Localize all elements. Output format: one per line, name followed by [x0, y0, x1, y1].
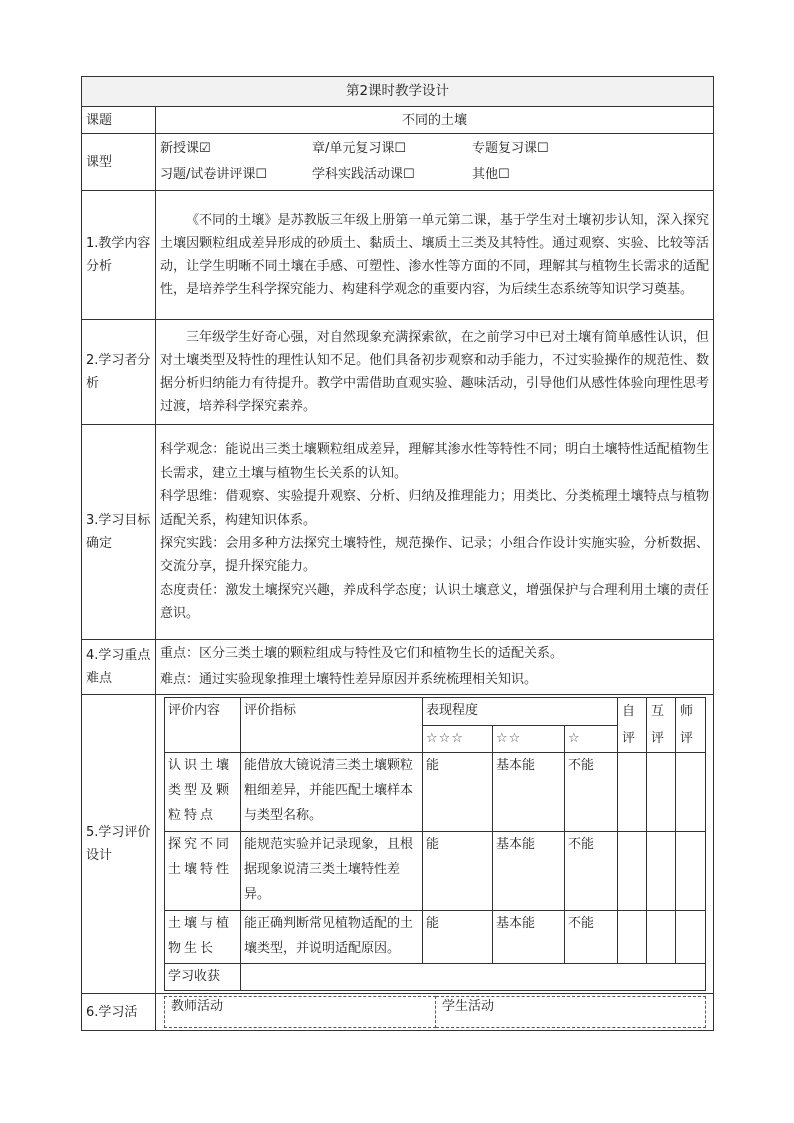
stars-three: ☆☆☆	[423, 725, 493, 753]
evaluation-header-row	[165, 698, 706, 726]
evaluation-label: 5.学习评价设计	[82, 695, 156, 994]
option-other[interactable]: 其他☐	[472, 167, 510, 182]
objectives-row	[82, 425, 714, 640]
eval-level-3: 能	[423, 832, 493, 911]
option-unit-review[interactable]: 章/单元复习课☐	[312, 141, 407, 156]
header-teacher: 师评	[676, 698, 706, 753]
activity-table	[164, 996, 706, 1028]
activity-content	[156, 994, 714, 1031]
title-row	[82, 77, 714, 107]
teacher-activity-header: 教师活动	[165, 997, 436, 1028]
activity-label: 6.学习活	[82, 994, 156, 1031]
evaluation-gain-row	[165, 964, 706, 991]
content-analysis-row	[82, 191, 714, 320]
key-point-text: 重点：区分三类土壤的颗粒组成与特性及它们和植物生长的适配关系。	[160, 646, 564, 661]
option-topic-review[interactable]: 专题复习课☐	[472, 141, 549, 156]
lesson-type-label: 课型	[82, 134, 156, 191]
eval-self-cell[interactable]	[618, 832, 647, 911]
page-title: 第2课时教学设计	[82, 77, 714, 107]
option-exercise-review[interactable]: 习题/试卷讲评课☐	[160, 167, 268, 182]
eval-level-2: 基本能	[493, 832, 565, 911]
activity-row	[82, 994, 714, 1031]
objectives-label: 3.学习目标确定	[82, 425, 156, 640]
evaluation-row-2	[165, 832, 706, 911]
eval-content: 探究不同土壤特性	[165, 832, 241, 911]
objective-practice: 探究实践：会用多种方法探究土壤特性，规范操作、记录；小组合作设计实施实验，分析数据、交流分享，提升探究能力。	[160, 536, 709, 575]
learner-analysis-text: 三年级学生好奇心强，对自然现象充满探索欲，在之前学习中已对土壤有简单感性认识，但对土壤类型及特性的理性认知不足。他们具备初步观察和动手能力，不过实验操作的规范性、数据分析归纳能力有待提升。教学中需借助直观实验、趣味活动，引导他们从感性体验向理性思考过渡，培养科学探究素养。	[156, 320, 714, 425]
evaluation-table	[164, 697, 706, 991]
eval-indicator: 能规范实验并记录现象，且根据现象说清三类土壤特性差异。	[241, 832, 423, 911]
evaluation-row	[82, 695, 714, 994]
objective-thinking: 科学思维：借观察、实验提升观察、分析、归纳及推理能力；用类比、分类梳理土壤特点与植物适配关系，构建知识体系。	[160, 489, 709, 528]
evaluation-content	[156, 695, 714, 994]
eval-level-1: 不能	[565, 753, 618, 832]
lesson-plan-table	[81, 76, 714, 1031]
eval-level-1: 不能	[565, 832, 618, 911]
gain-label: 学习收获	[165, 964, 241, 991]
key-points-content	[156, 640, 714, 695]
eval-peer-cell[interactable]	[647, 911, 676, 964]
learner-analysis-row	[82, 320, 714, 425]
content-analysis-label: 1.教学内容分析	[82, 191, 156, 320]
stars-two: ☆☆	[493, 725, 565, 753]
option-new-lesson[interactable]: 新授课☑	[160, 141, 211, 156]
eval-self-cell[interactable]	[618, 753, 647, 832]
eval-teacher-cell[interactable]	[676, 911, 706, 964]
eval-content: 认识土壤类型及颗粒特点	[165, 753, 241, 832]
header-peer: 互评	[647, 698, 676, 753]
difficult-point-text: 难点：通过实验现象推理土壤特性差异原因并系统梳理相关知识。	[160, 672, 538, 687]
header-content: 评价内容	[165, 698, 241, 753]
eval-level-2: 基本能	[493, 753, 565, 832]
evaluation-row-3	[165, 911, 706, 964]
eval-peer-cell[interactable]	[647, 832, 676, 911]
header-self: 自评	[618, 698, 647, 753]
objective-concept: 科学观念：能说出三类土壤颗粒组成差异，理解其渗水性等特性不同；明白土壤特性适配植物生长需求，建立土壤与植物生长关系的认知。	[160, 442, 709, 481]
header-indicator: 评价指标	[241, 698, 423, 753]
eval-self-cell[interactable]	[618, 911, 647, 964]
evaluation-row-1	[165, 753, 706, 832]
eval-level-3: 能	[423, 911, 493, 964]
objective-attitude: 态度责任：激发土壤探究兴趣，养成科学态度；认识土壤意义，增强保护与合理利用土壤的责任意识。	[160, 582, 709, 622]
header-performance: 表现程度	[423, 698, 618, 726]
key-points-label: 4.学习重点难点	[82, 640, 156, 695]
key-points-row	[82, 640, 714, 695]
eval-level-1: 不能	[565, 911, 618, 964]
learner-analysis-label: 2.学习者分析	[82, 320, 156, 425]
lesson-plan-page	[81, 76, 713, 1031]
content-analysis-text: 《不同的土壤》是苏教版三年级上册第一单元第二课，基于学生对土壤初步认知，深入探究土壤因颗粒组成差异形成的砂质土、黏质土、壤质土三类及其特性。通过观察、实验、比较等活动，让学生明晰不同土壤在手感、可塑性、渗水性等方面的不同，理解其与植物生长需求的适配性，是培养学生科学探究能力、构建科学观念的重要内容，为后续生态系统等知识学习奠基。	[156, 191, 714, 320]
gain-input-cell[interactable]	[241, 964, 706, 991]
eval-level-3: 能	[423, 753, 493, 832]
option-practice-activity[interactable]: 学科实践活动课☐	[312, 167, 415, 182]
eval-indicator: 能借放大镜说清三类土壤颗粒粗细差异，并能匹配土壤样本与类型名称。	[241, 753, 423, 832]
topic-label: 课题	[82, 107, 156, 134]
topic-value: 不同的土壤	[156, 107, 714, 134]
eval-level-2: 基本能	[493, 911, 565, 964]
student-activity-header: 学生活动	[436, 997, 706, 1028]
eval-content: 土壤与植物生长	[165, 911, 241, 964]
eval-teacher-cell[interactable]	[676, 753, 706, 832]
objectives-content	[156, 425, 714, 640]
stars-one: ☆	[565, 725, 618, 753]
eval-peer-cell[interactable]	[647, 753, 676, 832]
topic-row	[82, 107, 714, 134]
lesson-type-row	[82, 134, 714, 191]
lesson-type-options	[156, 134, 714, 191]
eval-teacher-cell[interactable]	[676, 832, 706, 911]
eval-indicator: 能正确判断常见植物适配的土壤类型，并说明适配原因。	[241, 911, 423, 964]
